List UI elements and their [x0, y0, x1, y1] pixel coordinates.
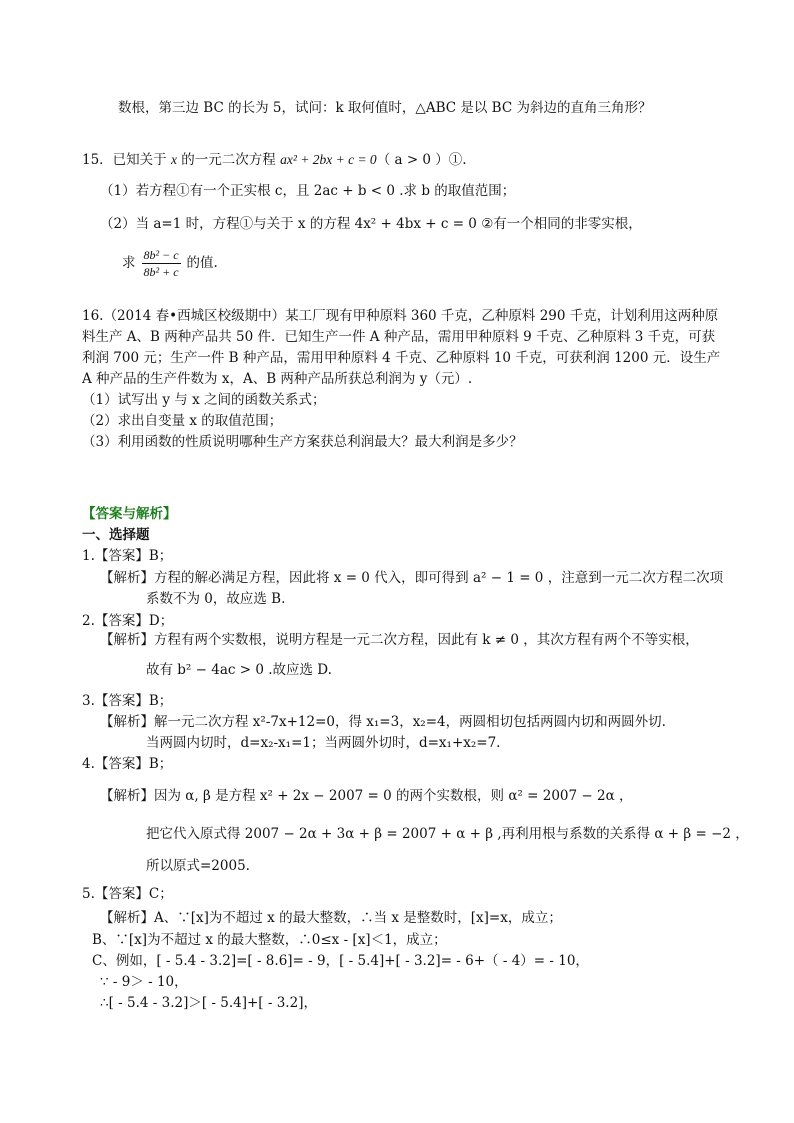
- answer-3-exp-2: 当两圆内切时，d=x₂-x₁=1；当两圆外切时，d=x₁+x₂=7.: [146, 735, 501, 751]
- q16-line1: 16.（2014 春•西城区校级期中）某工厂现有甲种原料 360 千克，乙种原料 290 千克，计划利用这两种原: [82, 308, 719, 324]
- q16-sub2: （2）求出自变量 x 的取值范围；: [82, 413, 283, 429]
- answer-4-exp-3: 所以原式=2005.: [146, 858, 250, 874]
- q16-sub1: （1）试写出 y 与 x 之间的函数关系式；: [82, 392, 326, 408]
- answer-4-exp-1: 【解析】因为 α, β 是方程 x² + 2x − 2007 = 0 的两个实数根，则 α² = 2007 − 2α ，: [100, 788, 633, 804]
- q15-part2b-suffix: 的值.: [186, 255, 218, 271]
- answer-1-exp-2: 系数不为 0，故应选 B.: [146, 591, 286, 607]
- q15-fraction: [142, 247, 181, 280]
- q16-line2: 料生产 A、B 两种产品共 50 件．已知生产一件 A 种产品，需用甲种原料 9 千克、乙种原料 3 千克，可获: [82, 329, 716, 345]
- q15-stem-mid: 的一元二次方程: [176, 152, 281, 168]
- q15-part2: （2）当 a=1 时，方程①与关于 x 的方程 4x² + 4bx + c = 0 ②有一个相同的非零实根，: [100, 216, 642, 232]
- q15-stem-cond: （ a > 0 ）①.: [376, 152, 467, 168]
- answer-5: 5.【答案】C；: [82, 886, 173, 902]
- q15-stem-eq: ax² + 2bx + c = 0: [280, 152, 377, 167]
- answer-1-exp-1: 【解析】方程的解必满足方程，因此将 x = 0 代入，即可得到 a² − 1 = 0 ，注意到一元二次方程二次项: [100, 570, 724, 586]
- answer-2-exp-1: 【解析】方程有两个实数根，说明方程是一元二次方程，因此有 k ≠ 0 ，其次方程有两个不等实根，: [100, 632, 699, 648]
- q15-part1: （1）若方程①有一个正实根 c，且 2ac + b < 0 .求 b 的取值范围；: [100, 183, 516, 199]
- q16-sub3: （3）利用函数的性质说明哪种生产方案获总利润最大？最大利润是多少？: [82, 434, 523, 450]
- q15-stem-var: x: [170, 152, 177, 167]
- q15-part2b-prefix: 求: [122, 255, 136, 271]
- answer-3-exp-1: 【解析】解一元二次方程 x²-7x+12=0，得 x₁=3，x₂=4，两圆相切包括两圆内切和两圆外切.: [100, 714, 666, 730]
- answer-4: 4.【答案】B；: [82, 756, 173, 772]
- answer-1: 1.【答案】B；: [82, 548, 173, 564]
- q16-line4: A 种产品的生产件数为 x，A、B 两种产品所获总利润为 y（元）.: [82, 371, 473, 387]
- answer-5-exp-5: ∴[ - 5.4 - 3.2]＞[ - 5.4]+[ - 3.2]，: [100, 995, 317, 1011]
- section-choice-title: 一、选择题: [82, 527, 150, 543]
- answer-5-exp-4: ∵ - 9＞ - 10，: [100, 974, 188, 990]
- answer-2-exp-2: 故有 b² − 4ac > 0 .故应选 D.: [146, 662, 332, 678]
- answer-3: 3.【答案】B；: [82, 693, 173, 709]
- answer-4-exp-2: 把它代入原式得 2007 − 2α + 3α + β = 2007 + α + β ,再利用根与系数的关系得 α + β = −2 ，: [146, 826, 749, 842]
- q15-part2b: [122, 246, 218, 280]
- q15-stem: [82, 150, 467, 170]
- answer-5-exp-3: C、例如，[ - 5.4 - 3.2]=[ - 8.6]= - 9，[ - 5.4]+[ - 3.2]= - 6+（ - 4）= - 10，: [92, 953, 589, 969]
- q15-fraction-numerator: 8b² − c: [143, 248, 179, 262]
- answer-5-exp-2: B、∵[x]为不超过 x 的最大整数，∴0≤x - [x]＜1，成立；: [92, 932, 447, 948]
- q14-tail: 数根，第三边 BC 的长为 5，试问：k 取何值时，△ABC 是以 BC 为斜边的直角三角形？: [118, 100, 652, 116]
- q15-stem-prefix: 15．已知关于: [82, 152, 171, 168]
- q16-line3: 利润 700 元；生产一件 B 种产品，需用甲种原料 4 千克、乙种原料 10 千克，可获利润 1200 元．设生产: [82, 350, 721, 366]
- q15-fraction-denominator: 8b² + c: [143, 265, 179, 279]
- answer-5-exp-1: 【解析】A、∵[x]为不超过 x 的最大整数，∴当 x 是整数时，[x]=x，成立；: [100, 910, 562, 926]
- answer-2: 2.【答案】D；: [82, 613, 174, 629]
- answers-header: 【答案与解析】: [82, 506, 177, 522]
